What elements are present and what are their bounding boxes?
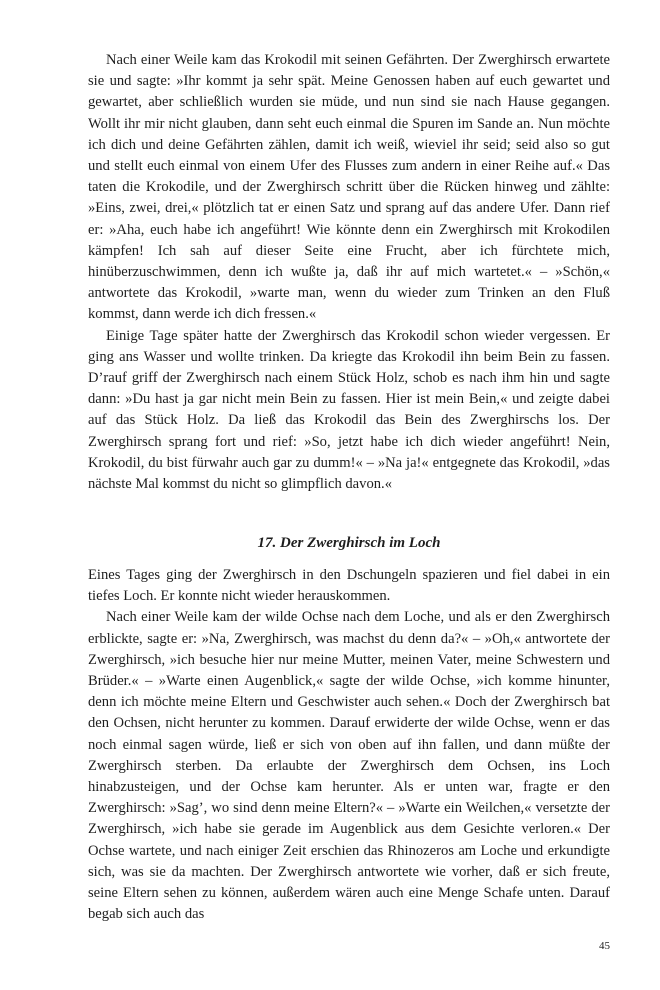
paragraph: Eines Tages ging der Zwerghirsch in den Dschungeln spazieren und fiel dabei in ein tiefes Loch. Er konnte nicht wieder herauskommen. xyxy=(88,567,610,605)
story-16-text xyxy=(88,50,610,495)
page-number: 45 xyxy=(599,940,610,952)
paragraph: Nach einer Weile kam der wilde Ochse nach dem Loche, und als er den Zwerghirsch erblickte, sagte er: »Na, Zwerghirsch, was machst du denn da?« – »Oh,« antwortete der Zwerghirsch, »ich besuche hier nur meine Mutter, meinen Vater, meine Schwestern und Brüder.« – »Warte einen Augenblick,« sagte der wilde Ochse, »ich komme hinunter, denn ich möchte meine Eltern und Geschwister auch sehen.« Doch der Zwerghirsch bat den Ochsen, nicht herunter zu kommen. Darauf erwiderte der wilde Ochse, wenn er das noch einmal sagen würde, ließ er sich von oben auf ihn fallen, und dann müßte der Zwerghirsch sterben. Da erlaubte der Zwerghirsch dem Ochsen, ins Loch hinabzusteigen, und der Ochse kam herunter. Als er unten war, fragte er den Zwerghirsch: »Sag’, wo sind denn meine Eltern?« – »Warte ein Weilchen,« versetzte der Zwerghirsch, »ich habe sie gerade im Augenblick aus dem Gesichte verloren.« Der Ochse wartete, und nach einiger Zeit erschien das Rhinozeros am Loche und erkundigte sich, was sie da machten. Der Zwerghirsch antwortete wie vorher, daß er sich freute, seine Eltern sehen zu können, außerdem wären auch eine Menge Schafe unten. Darauf begab sich auch das xyxy=(88,609,610,923)
chapter-heading: 17. Der Zwerghirsch im Loch xyxy=(257,535,441,551)
paragraph: Nach einer Weile kam das Krokodil mit seinen Gefährten. Der Zwerghirsch erwartete sie und sagte: »Ihr kommt ja sehr spät. Meine Genossen haben auf euch gewartet und gewartet, aber schließlich wurden sie müde, und nun sind sie nach Hause gegangen. Wollt ihr mir nicht glauben, dann seht euch einmal die Spuren im Sande an. Nun möchte ich dich und deine Gefährten zählen, damit ich weiß, wieviel ihr seid; seid also so gut und stellt euch einmal von einem Ufer des Flusses zum andern in einer Reihe auf.« Das taten die Krokodile, und der Zwerghirsch schritt über die Rücken hinweg und zählte: »Eins, zwei, drei,« plötzlich tat er einen Satz und sprang auf das andere Ufer. Dann rief er: »Aha, euch habe ich angeführt! Wie könnte denn ein Zwerghirsch mit Krokodilen kämpfen! Ich sah auf dieser Seite eine Frucht, aber ich fürchtete mich, hinüberzuschwimmen, denn ich wußte ja, daß ihr auf mich wartetet.« – »Schön,« antwortete das Krokodil, »warte man, wenn du wieder zum Trinken an den Fluß kommst, dann werde ich dich fressen.« xyxy=(88,52,610,323)
paragraph: Einige Tage später hatte der Zwerghirsch das Krokodil schon wieder vergessen. Er ging ans Wasser und wollte trinken. Da kriegte das Krokodil ihn beim Bein zu fassen. D’rauf griff der Zwerghirsch nach einem Stück Holz, schob es nach ihm hin und sagte dann: »Du hast ja gar nicht mein Bein zu fassen. Hier ist mein Bein,« und zeigte dabei auf das Stück Holz. Da ließ das Krokodil das Bein des Zwerghirschs los. Der Zwerghirsch sprang fort und rief: »So, jetzt habe ich dich wieder angeführt! Nein, Krokodil, du bist fürwahr auch gar zu dumm!« – »Na ja!« entgegnete das Krokodil, »das nächste Mal kommst du nicht so glimpflich davon.« xyxy=(88,327,610,493)
story-17-text xyxy=(88,565,610,925)
